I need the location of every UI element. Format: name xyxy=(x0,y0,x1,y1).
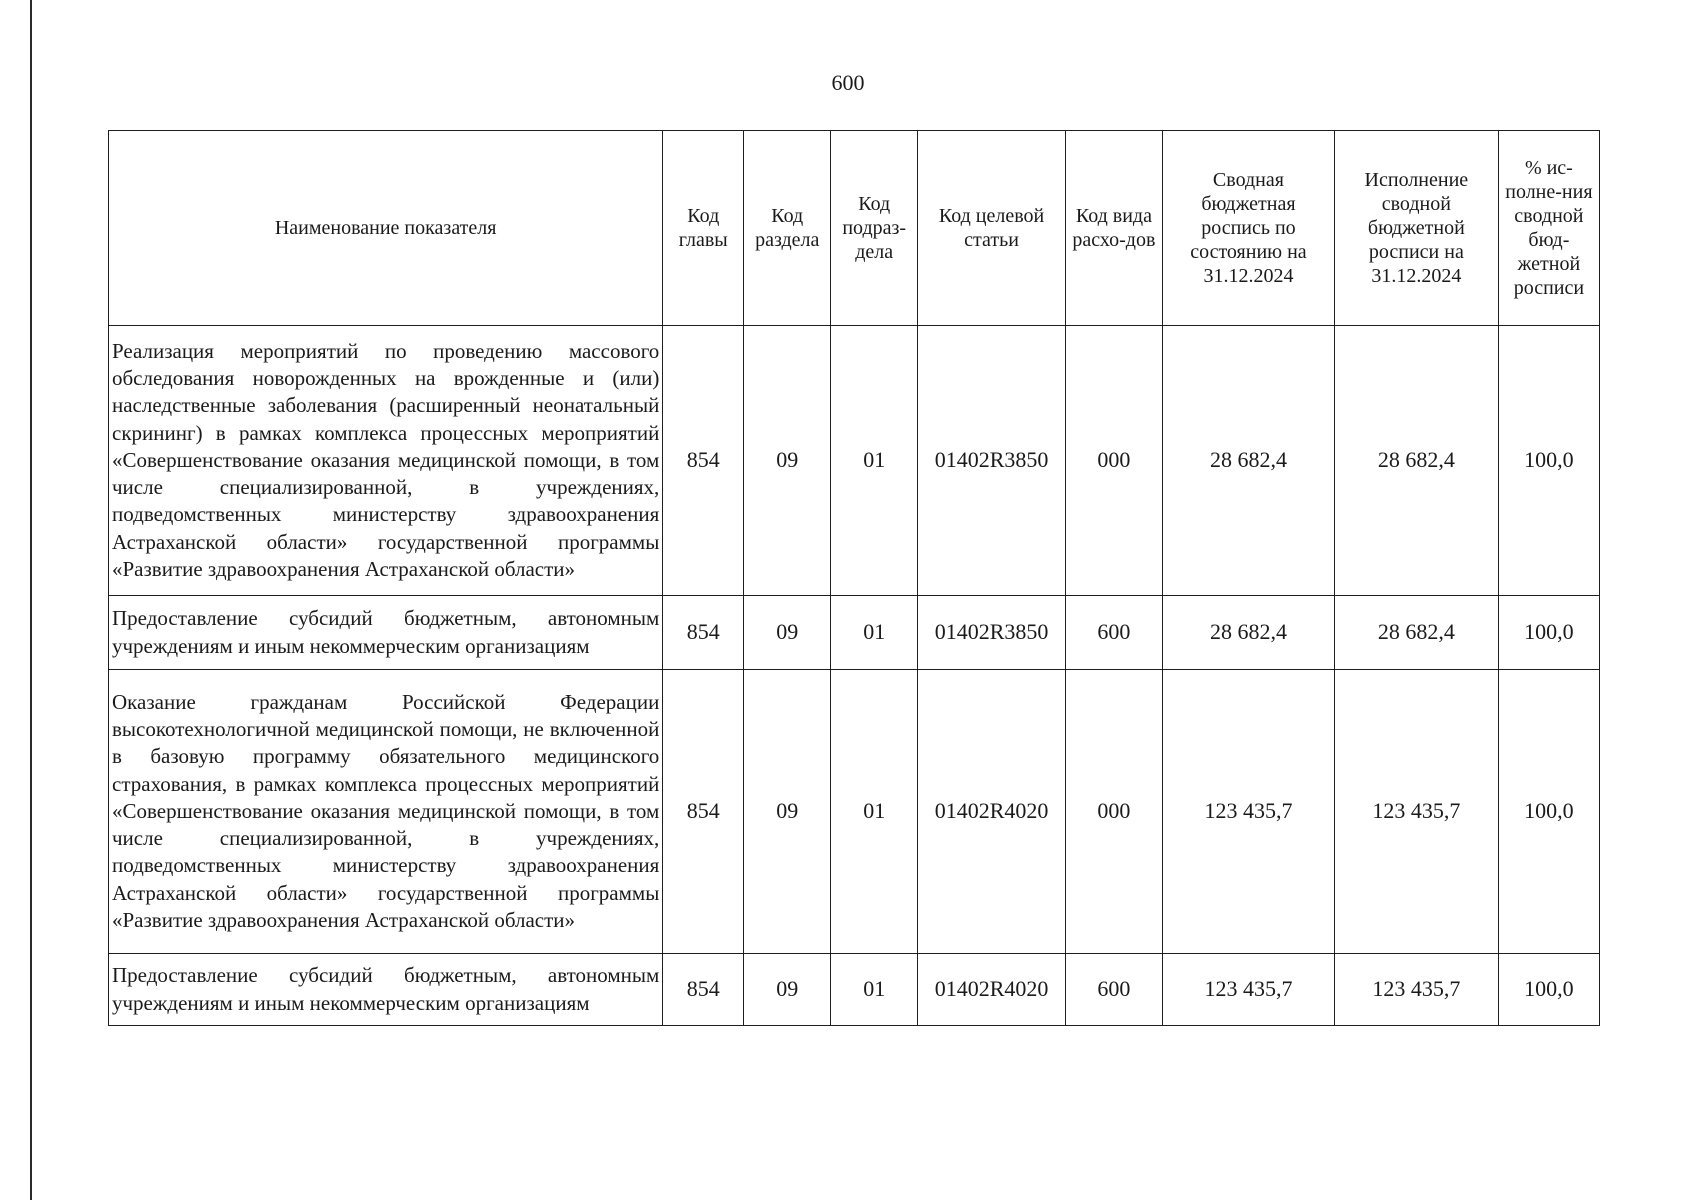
header-budget-list: Сводная бюджетная роспись по состоянию на 31.12.2024 xyxy=(1162,131,1334,326)
row-section: 09 xyxy=(744,954,831,1026)
row-target: 01402R4020 xyxy=(918,670,1066,954)
table-row xyxy=(109,596,1600,670)
page-number: 600 xyxy=(831,70,865,95)
header-budget-execution: Исполнение сводной бюджетной росписи на 31.12.2024 xyxy=(1334,131,1498,326)
row-section: 09 xyxy=(744,596,831,670)
row-target: 01402R3850 xyxy=(918,596,1066,670)
row-name: Предоставление субсидий бюджетным, автономным учреждениям и иным некоммерческим организациям xyxy=(109,596,663,670)
row-chapter: 854 xyxy=(663,670,744,954)
row-target: 01402R4020 xyxy=(918,954,1066,1026)
row-budget: 123 435,7 xyxy=(1162,954,1334,1026)
row-execution: 123 435,7 xyxy=(1334,670,1498,954)
row-budget: 28 682,4 xyxy=(1162,596,1334,670)
row-name: Оказание гражданам Российской Федерации высокотехнологичной медицинской помощи, не включенной в базовую программу обязательного медицинского страхования, в рамках комплекса процессных мероприятий «Совершенствование оказания медицинской помощи, в том числе специализированной, в учреждениях, подведомственных министерству здравоохранения Астраханской области» государственной программы «Развитие здравоохранения Астраханской области» xyxy=(109,670,663,954)
header-chapter-code: Код главы xyxy=(663,131,744,326)
table-row xyxy=(109,670,1600,954)
row-subsection: 01 xyxy=(831,670,918,954)
table-row xyxy=(109,326,1600,596)
header-execution-percent: % ис-полне-ния сводной бюд-жетной росписи xyxy=(1498,131,1599,326)
budget-execution-table xyxy=(108,130,1600,1026)
row-expense: 000 xyxy=(1065,326,1162,596)
row-execution: 28 682,4 xyxy=(1334,596,1498,670)
table-row xyxy=(109,954,1600,1026)
row-subsection: 01 xyxy=(831,596,918,670)
header-target-code: Код целевой статьи xyxy=(918,131,1066,326)
table-header-row xyxy=(109,131,1600,326)
scan-edge-line xyxy=(30,0,32,1200)
row-percent: 100,0 xyxy=(1498,326,1599,596)
row-execution: 123 435,7 xyxy=(1334,954,1498,1026)
row-percent: 100,0 xyxy=(1498,670,1599,954)
header-expense-type-code: Код вида расхо-дов xyxy=(1065,131,1162,326)
row-budget: 28 682,4 xyxy=(1162,326,1334,596)
row-name: Предоставление субсидий бюджетным, автономным учреждениям и иным некоммерческим организациям xyxy=(109,954,663,1026)
row-name: Реализация мероприятий по проведению массового обследования новорожденных на врожденные и (или) наследственные заболевания (расширенный неонатальный скрининг) в рамках комплекса процессных мероприятий «Совершенствование оказания медицинской помощи, в том числе специализированной, в учреждениях, подведомственных министерству здравоохранения Астраханской области» государственной программы «Развитие здравоохранения Астраханской области» xyxy=(109,326,663,596)
row-target: 01402R3850 xyxy=(918,326,1066,596)
row-section: 09 xyxy=(744,670,831,954)
header-section-code: Код раздела xyxy=(744,131,831,326)
row-subsection: 01 xyxy=(831,954,918,1026)
row-budget: 123 435,7 xyxy=(1162,670,1334,954)
row-percent: 100,0 xyxy=(1498,954,1599,1026)
row-chapter: 854 xyxy=(663,326,744,596)
header-indicator-name: Наименование показателя xyxy=(109,131,663,326)
header-subsection-code: Код подраз-дела xyxy=(831,131,918,326)
row-expense: 600 xyxy=(1065,596,1162,670)
row-subsection: 01 xyxy=(831,326,918,596)
row-section: 09 xyxy=(744,326,831,596)
row-chapter: 854 xyxy=(663,954,744,1026)
row-expense: 000 xyxy=(1065,670,1162,954)
row-execution: 28 682,4 xyxy=(1334,326,1498,596)
row-chapter: 854 xyxy=(663,596,744,670)
row-expense: 600 xyxy=(1065,954,1162,1026)
row-percent: 100,0 xyxy=(1498,596,1599,670)
